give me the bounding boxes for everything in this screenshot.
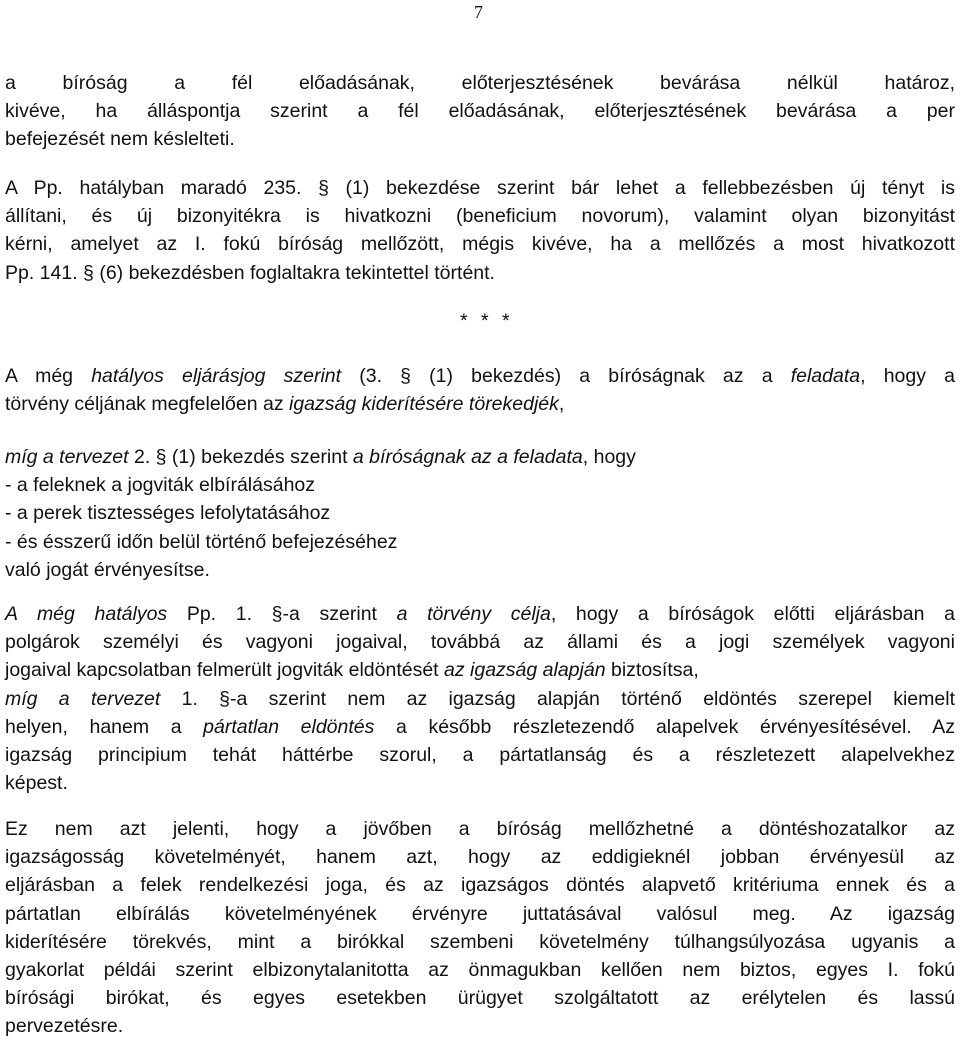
text-run: 1. §-a szerint nem az igazság alapján történő eldöntés szerepel kiemelt bbox=[160, 687, 955, 710]
paragraph-line bbox=[5, 656, 955, 684]
paragraph-1 bbox=[5, 69, 955, 154]
paragraph-line: pártatlan elbírálás követelményének érvényre juttatásával valósul meg. Az igazság bbox=[5, 902, 955, 925]
list-item: - és ésszerű időn belül történő befejezéséhez bbox=[5, 530, 398, 553]
paragraph-2 bbox=[5, 174, 955, 287]
italic-run: a bíróságnak az a feladata bbox=[352, 446, 583, 468]
paragraph-line: Pp. 141. § (6) bekezdésben foglaltakra tekintettel történt. bbox=[5, 261, 495, 284]
text-run: biztosítsa, bbox=[605, 659, 699, 682]
paragraph-6 bbox=[5, 815, 955, 1041]
paragraph-line: kivéve, ha álláspontja szerint a fél előadásának, előterjesztésének bevárása a per bbox=[5, 100, 955, 123]
text-run: (3. § (1) bekezdés) a bíróságnak az a bbox=[341, 365, 791, 387]
list-item: - a feleknek a jogviták elbírálásához bbox=[5, 474, 316, 497]
paragraph-3 bbox=[5, 362, 955, 418]
paragraph-line: gyakorlat példái szerint elbizonytalanitotta az önmagukban kellően nem biztos, egyes I. fokú bbox=[5, 959, 955, 982]
paragraph-4 bbox=[5, 443, 955, 584]
paragraph-line: igazságosság követelményét, hanem azt, hogy az eddigieknél jobban érvényesül az bbox=[5, 846, 955, 869]
text-run: , bbox=[558, 393, 565, 416]
paragraph-5 bbox=[5, 600, 955, 797]
paragraph-line: állítani, és új bizonyitékra is hivatkozni (beneficium novorum), valamint olyan bizonyitást bbox=[5, 205, 955, 228]
text-run: , hogy bbox=[582, 446, 636, 468]
paragraph-line: bírósági birókat, és egyes esetekben ürügyet szolgáltatott az erélytelen és lassú bbox=[5, 987, 955, 1010]
italic-run: a törvény célja bbox=[396, 603, 551, 625]
paragraph-line: való jogát érvényesítse. bbox=[5, 558, 210, 581]
text-run: törvény céljának megfelelően az bbox=[5, 393, 289, 416]
paragraph-line: polgárok személyi és vagyoni jogaival, továbbá az állami és a jogi személyek vagyoni bbox=[5, 631, 955, 654]
text-run: 2. § (1) bekezdés szerint bbox=[128, 446, 353, 468]
paragraph-line: A Pp. hatályban maradó 235. § (1) bekezdése szerint bár lehet a fellebbezésben új tényt is bbox=[5, 177, 955, 199]
italic-run: míg a tervezet bbox=[5, 687, 161, 710]
text-run: A még bbox=[5, 365, 92, 387]
italic-run: A még hatályos bbox=[5, 603, 168, 625]
paragraph-line: Ez nem azt jelenti, hogy a jövőben a bíróság mellőzhetné a döntéshozatalkor az bbox=[5, 818, 955, 840]
section-separator: * * * bbox=[460, 310, 514, 332]
italic-run: hatályos eljárásjog szerint bbox=[91, 365, 342, 387]
text-run: a később részletezendő alapelvek érvényesítésével. Az bbox=[374, 715, 955, 738]
paragraph-line bbox=[5, 362, 955, 390]
text-run: helyen, hanem a bbox=[5, 715, 204, 738]
text-run: , hogy a bíróságok előtti eljárásban a bbox=[550, 603, 955, 625]
text-run: , hogy a bbox=[860, 365, 955, 387]
paragraph-line: kiderítésére törekvés, mint a birókkal szembeni követelmény túlhangsúlyozása ugyanis a bbox=[5, 930, 955, 953]
paragraph-line: eljárásban a felek rendelkezési joga, és az igazságos döntés alapvető kritériuma ennek és a bbox=[5, 874, 955, 897]
paragraph-line bbox=[5, 390, 955, 418]
page-number: 7 bbox=[474, 2, 483, 22]
text-run: jogaival kapcsolatban felmerült jogviták eldöntését bbox=[5, 659, 445, 682]
paragraph-line bbox=[5, 685, 955, 713]
paragraph-line bbox=[5, 600, 955, 628]
text-run: Pp. 1. §-a szerint bbox=[167, 603, 397, 625]
italic-run: pártatlan eldöntés bbox=[203, 715, 375, 738]
paragraph-line: kérni, amelyet az I. fokú bíróság mellőzött, mégis kivéve, ha a mellőzés a most hivatkozott bbox=[5, 233, 955, 256]
paragraph-line bbox=[5, 443, 955, 471]
italic-run: feladata bbox=[790, 365, 861, 387]
paragraph-line: a bíróság a fél előadásának, előterjesztésének bevárása nélkül határoz, bbox=[5, 72, 955, 94]
list-item: - a perek tisztességes lefolytatásához bbox=[5, 502, 331, 525]
paragraph-line: képest. bbox=[5, 772, 68, 795]
paragraph-line: pervezetésre. bbox=[5, 1015, 124, 1038]
italic-run: az igazság alapján bbox=[444, 659, 606, 682]
paragraph-line: befejezését nem késlelteti. bbox=[5, 128, 235, 151]
paragraph-line bbox=[5, 713, 955, 741]
italic-run: igazság kiderítésére törekedjék bbox=[289, 393, 559, 416]
italic-run: míg a tervezet bbox=[5, 446, 129, 468]
paragraph-line: igazság principium tehát háttérbe szorul, a pártatlanság és a részletezett alapelvekhez bbox=[5, 744, 955, 767]
